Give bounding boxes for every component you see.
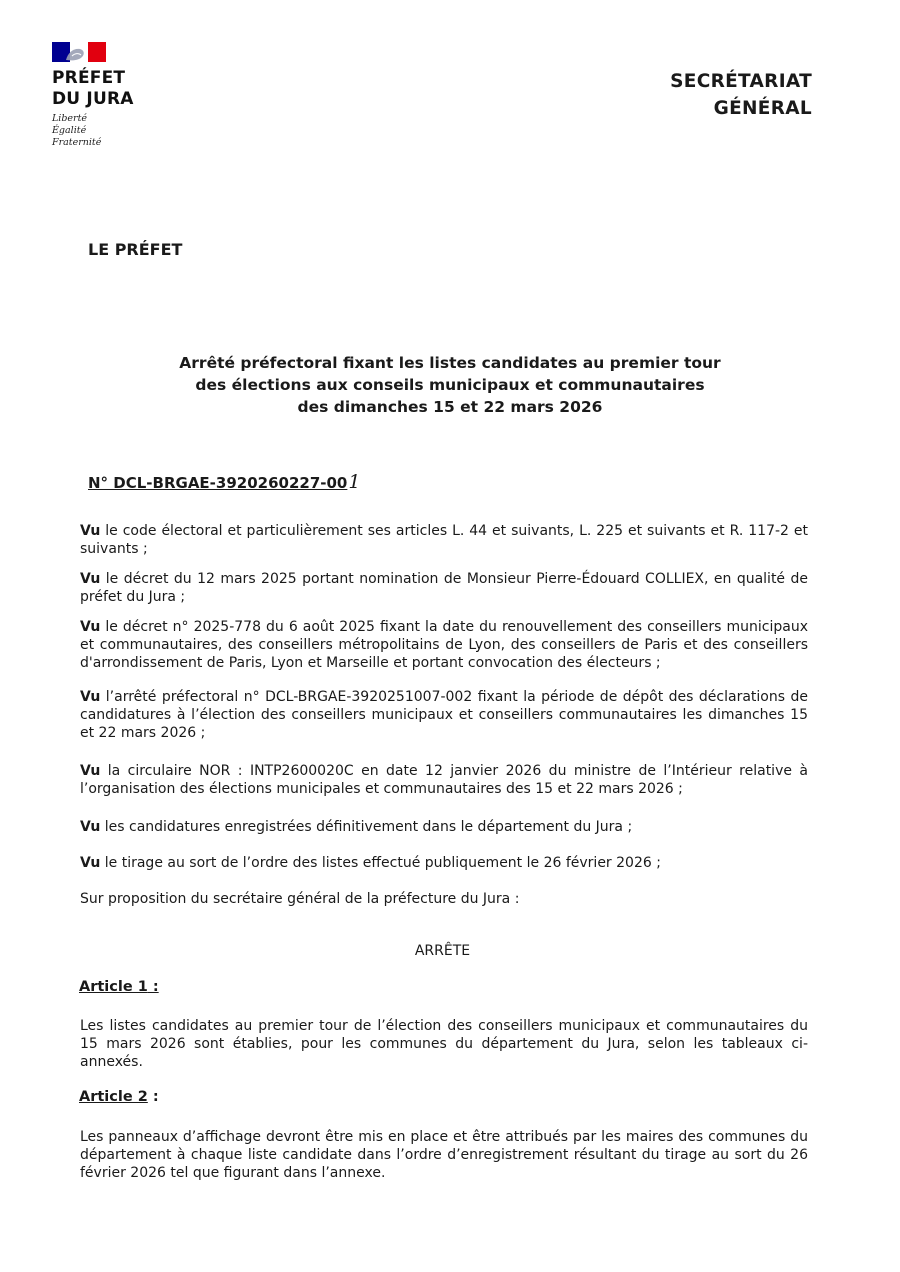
consideration-text: le tirage au sort de l’ordre des listes effectué publiquement le 26 février 2026 ; xyxy=(100,855,661,871)
article-1-title xyxy=(79,979,159,995)
vu-label: Vu xyxy=(80,689,101,705)
handwritten-suffix: 1 xyxy=(348,471,361,493)
vu-label: Vu xyxy=(80,523,101,539)
vu-label: Vu xyxy=(80,855,101,871)
consideration-text: la circulaire NOR : INTP2600020C en date 12 janvier 2026 du ministre de l’Intérieur relative à l’organisation des élections municipales et communautaires des 15 et 22 mars 2026 ; xyxy=(80,763,808,797)
motto-fraternite: Fraternité xyxy=(52,137,102,148)
article-2-title xyxy=(79,1089,159,1105)
consideration-1 xyxy=(80,522,808,558)
title-line1: Arrêté préfectoral fixant les listes candidates au premier tour xyxy=(179,354,721,372)
consideration-text: le décret du 12 mars 2025 portant nomination de Monsieur Pierre-Édouard COLLIEX, en qualité de préfet du Jura ; xyxy=(80,571,808,605)
article-title-text: Article 2 xyxy=(79,1089,148,1105)
consideration-5 xyxy=(80,762,808,798)
vu-label: Vu xyxy=(80,819,101,835)
proposal: Sur proposition du secrétaire général de la préfecture du Jura : xyxy=(80,891,520,907)
decision-heading: ARRÊTE xyxy=(414,943,471,959)
article-1-text: Les listes candidates au premier tour de l’élection des conseillers municipaux et communautaires du 15 mars 2026 sont établies, pour les communes du département du Jura, selon les tableaux ci-annexés. xyxy=(80,1018,808,1070)
motto-liberte: Liberté xyxy=(52,113,88,124)
prefet-title-line1: PRÉFET xyxy=(52,68,126,88)
article-2-text: Les panneaux d’affichage devront être mis en place et être attribués par les maires des communes du département à chaque liste candidate dans l’ordre d’enregistrement résultant du tirage au sort du 26 février 2026 tel que figurant dans l’annexe. xyxy=(80,1129,808,1181)
department-name xyxy=(670,68,812,122)
authority-heading: LE PRÉFET xyxy=(88,240,183,259)
prefet-title-line2: DU JURA xyxy=(52,89,134,109)
consideration-6 xyxy=(80,818,808,836)
title-line3: des dimanches 15 et 22 mars 2026 xyxy=(297,398,603,416)
motto-egalite: Égalité xyxy=(52,125,87,136)
department-line2: GÉNÉRAL xyxy=(713,98,812,119)
vu-label: Vu xyxy=(80,571,101,587)
consideration-text: le décret n° 2025-778 du 6 août 2025 fixant la date du renouvellement des conseillers municipaux et communautaires, des conseillers métropolitains de Lyon, des conseillers de Paris et des conseillers d'arrondissement de Paris, Lyon et Marseille et portant convocation des électeurs ; xyxy=(80,619,808,671)
department-line1: SECRÉTARIAT xyxy=(670,71,812,92)
article-title-suffix: : xyxy=(147,1089,159,1105)
marianne-flag-icon xyxy=(52,42,106,62)
article-title-suffix: : xyxy=(147,979,159,995)
consideration-text: le code électoral et particulièrement ses articles L. 44 et suivants, L. 225 et suivants et R. 117-2 et suivants ; xyxy=(80,523,808,557)
consideration-text: l’arrêté préfectoral n° DCL-BRGAE-3920251007-002 fixant la période de dépôt des déclarations de candidatures à l’élection des conseillers municipaux et conseillers communautaires les dimanches 15 et 22 mars 2026 ; xyxy=(80,689,808,741)
consideration-text: les candidatures enregistrées définitivement dans le département du Jura ; xyxy=(100,819,633,835)
title-line2: des élections aux conseils municipaux et communautaires xyxy=(195,376,705,394)
vu-label: Vu xyxy=(80,619,101,635)
consideration-4 xyxy=(80,688,808,742)
consideration-2 xyxy=(80,570,808,606)
consideration-7 xyxy=(80,854,808,872)
prefecture-logo xyxy=(52,42,162,149)
consideration-3 xyxy=(80,618,808,672)
reference-number xyxy=(88,471,360,493)
vu-label: Vu xyxy=(80,763,101,779)
document-title xyxy=(120,352,780,418)
article-title-text: Article 1 xyxy=(79,979,148,995)
reference-number-text: N° DCL-BRGAE-3920260227-00 xyxy=(88,474,348,492)
